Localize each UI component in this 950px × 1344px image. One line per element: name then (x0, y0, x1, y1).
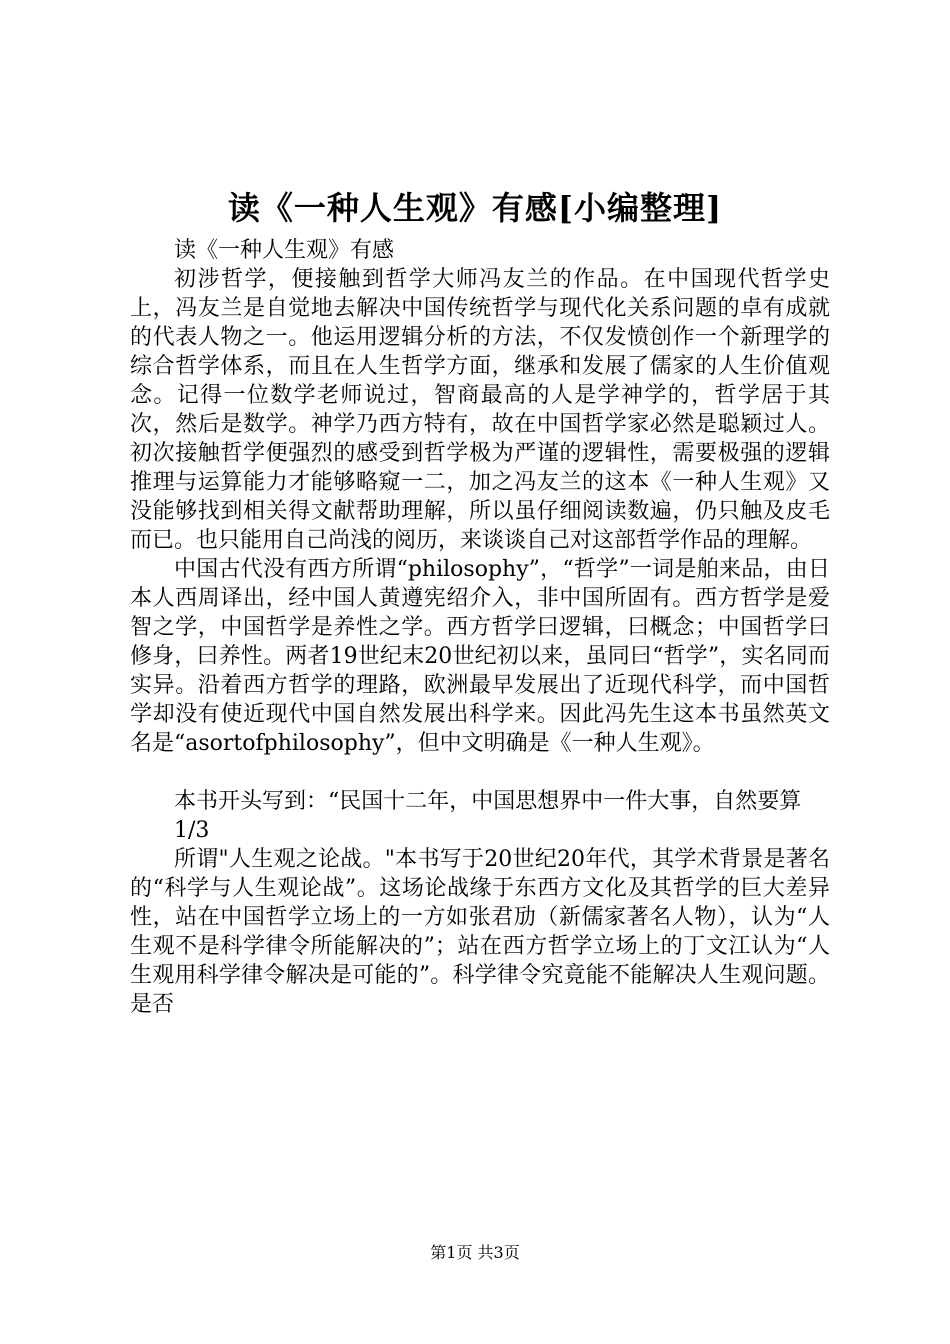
paragraph-3: 本书开头写到：“民国十二年，中国思想界中一件大事，自然要算 (174, 789, 802, 814)
document-title: 读《一种人生观》有感[小编整理] (227, 189, 723, 227)
paragraph-2: 中国古代没有西方所谓“philosophy”，“哲学”一词是舶来品，由日本人西周译出，经中国人黄遵宪绍介入，非中国所固有。西方哲学是爱智之学，中国哲学是养性之学。西方哲学曰逻辑，曰概念；中国哲学曰修身，曰养性。两者19世纪末20世纪初以来，虽同曰“哲学”，实名同而实异。沿着西方哲学的理路，欧洲最早发展出了近现代科学，而中国哲学却没有使近现代中国自然发展出科学来。因此冯先生这本书虽然英文名是“asortofphilosophy”，但中文明确是《一种人生观》。 (130, 557, 830, 756)
page-marker: 1/3 (174, 818, 210, 843)
subtitle-line: 读《一种人生观》有感 (174, 238, 395, 263)
document-body (130, 236, 830, 1019)
page-footer: 第1页 共3页 (430, 1243, 520, 1262)
paragraph-4: 所谓"人生观之论战。"本书写于20世纪20年代，其学术背景是著名的“科学与人生观论战”。这场论战缘于东西方文化及其哲学的巨大差异性，站在中国哲学立场上的一方如张君劢（新儒家著名人物），认为“人生观不是科学律令所能解决的”；站在西方哲学立场上的丁文江认为“人生观用科学律令解决是可能的”。科学律令究竟能不能解决人生观问题。是否 (130, 847, 830, 1017)
paragraph-1: 初涉哲学，便接触到哲学大师冯友兰的作品。在中国现代哲学史上，冯友兰是自觉地去解决中国传统哲学与现代化关系问题的卓有成就的代表人物之一。他运用逻辑分析的方法，不仅发愤创作一个新理学的综合哲学体系，而且在人生哲学方面，继承和发展了儒家的人生价值观念。记得一位数学老师说过，智商最高的人是学神学的，哲学居于其次，然后是数学。神学乃西方特有，故在中国哲学家必然是聪颖过人。初次接触哲学便强烈的感受到哲学极为严谨的逻辑性，需要极强的逻辑推理与运算能力才能够略窥一二，加之冯友兰的这本《一种人生观》又没能够找到相关得文献帮助理解，所以虽仔细阅读数遍，仍只触及皮毛而已。也只能用自己尚浅的阅历，来谈谈自己对这部哲学作品的理解。 (130, 267, 830, 553)
